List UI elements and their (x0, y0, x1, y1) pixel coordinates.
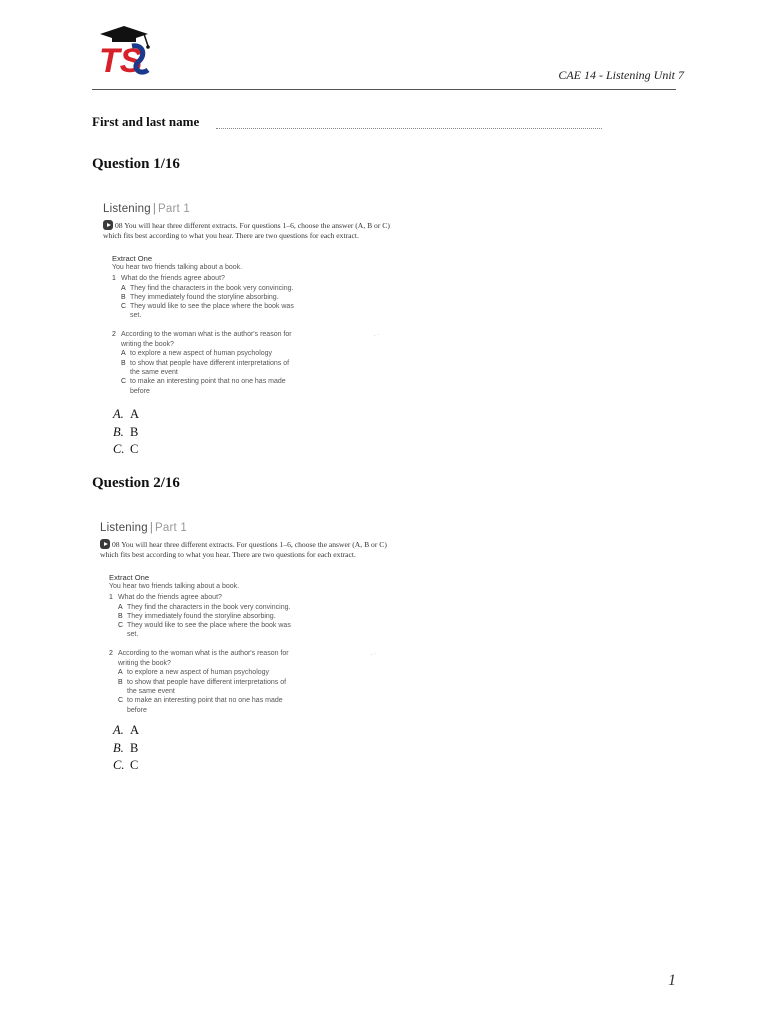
audio-play-icon (103, 220, 113, 230)
choice-c[interactable]: C. C (113, 442, 139, 457)
excerpt-option: A They find the characters in the book very convincing. (121, 284, 294, 292)
extract-context: You hear two friends talking about a book. (109, 583, 240, 590)
school-logo (94, 24, 156, 80)
excerpt-question: 2 According to the woman what is the author's reason for . · (109, 649, 376, 657)
excerpt-option: B They immediately found the storyline absorbing. (121, 293, 279, 301)
question-title: Question 1/16 (92, 156, 180, 172)
extract-title: Extract One (112, 254, 153, 263)
extract-context: You hear two friends talking about a book. (112, 264, 243, 271)
document-title: CAE 14 - Listening Unit 7 (558, 68, 684, 82)
excerpt-heading-label: Listening (100, 522, 148, 534)
excerpt-option: B to show that people have different interpretations of (121, 359, 290, 367)
choice-b[interactable]: B. B (113, 424, 139, 439)
excerpt-part: Part 1 (158, 203, 190, 215)
name-field-label: First and last name (92, 114, 200, 129)
excerpt-option: C They would like to see the place where the book was (118, 622, 291, 630)
logo-text: TS (99, 42, 143, 80)
answer-choices (113, 722, 139, 775)
choice-c[interactable]: C. C (113, 758, 139, 773)
excerpt-heading: Listening | Part 1 (100, 522, 187, 534)
header-divider (92, 89, 676, 90)
choice-a[interactable]: A. A (113, 407, 140, 422)
excerpt-instructions: 08 You will hear three different extracts. For questions 1–6, choose the answer (A, B or C) which fits best according to what you hear. There are two questions for each extract. (100, 540, 387, 559)
extract-title: Extract One (109, 573, 150, 582)
audio-play-icon (100, 539, 110, 549)
excerpt-instructions: 08 You will hear three different extracts. For questions 1–6, choose the answer (A, B or C) which fits best according to what you hear. There are two questions for each extract. (103, 221, 390, 240)
question-title: Question 2/16 (92, 475, 180, 491)
page-number: 1 (668, 972, 676, 989)
question-image-excerpt: Listening | Part 1 08 You will hear three different extracts. For questions 1–6, choose the answer (A, B or C) which fits best according to what you hear. There are two questions for each extract. Extract One You hear two friends talking about a book. 1 What do the friends agree about? A They find the characters in the book very convincing. B They immediately found the storyline absorbing. C They would like to see the place where the book was set. 2 According to the woman what is the author's reason for . · writing the book? A to explore a new aspect of human psychology B to show that people have different interpretations of the same event C to make an interesting point that no one has made before (100, 522, 450, 715)
name-field-line[interactable] (216, 128, 602, 129)
excerpt-option: A to explore a new aspect of human psychology (121, 350, 273, 358)
question-image-excerpt: Listening | Part 1 08 You will hear three different extracts. For questions 1–6, choose the answer (A, B or C) which fits best according to what you hear. There are two questions for each extract. Extract One You hear two friends talking about a book. 1 What do the friends agree about? A They find the characters in the book very convincing. B They immediately found the storyline absorbing. C They would like to see the place where the book was set. 2 According to the woman what is the author's reason for . · writing the book? A to explore a new aspect of human psychology B to show that people have different interpretations of the same event C to make an interesting point that no one has made before (103, 203, 453, 396)
excerpt-option: C to make an interesting point that no one has made (121, 378, 286, 386)
excerpt-option: A to explore a new aspect of human psychology (118, 669, 270, 677)
choice-b[interactable]: B. B (113, 740, 139, 755)
choice-a[interactable]: A. A (113, 723, 140, 738)
excerpt-question: 1 What do the friends agree about? (109, 594, 222, 602)
excerpt-heading: Listening | Part 1 (103, 203, 190, 215)
excerpt-option: A They find the characters in the book very convincing. (118, 603, 291, 611)
excerpt-heading-label: Listening (103, 203, 151, 215)
excerpt-option: B to show that people have different interpretations of (118, 678, 287, 686)
excerpt-option: C to make an interesting point that no one has made (118, 697, 283, 705)
excerpt-question: 1 What do the friends agree about? (112, 275, 225, 283)
excerpt-question: 2 According to the woman what is the author's reason for . · (112, 330, 379, 338)
excerpt-option: C They would like to see the place where the book was (121, 303, 294, 311)
answer-choices (113, 406, 139, 459)
excerpt-part: Part 1 (155, 522, 187, 534)
excerpt-option: B They immediately found the storyline absorbing. (118, 612, 276, 620)
